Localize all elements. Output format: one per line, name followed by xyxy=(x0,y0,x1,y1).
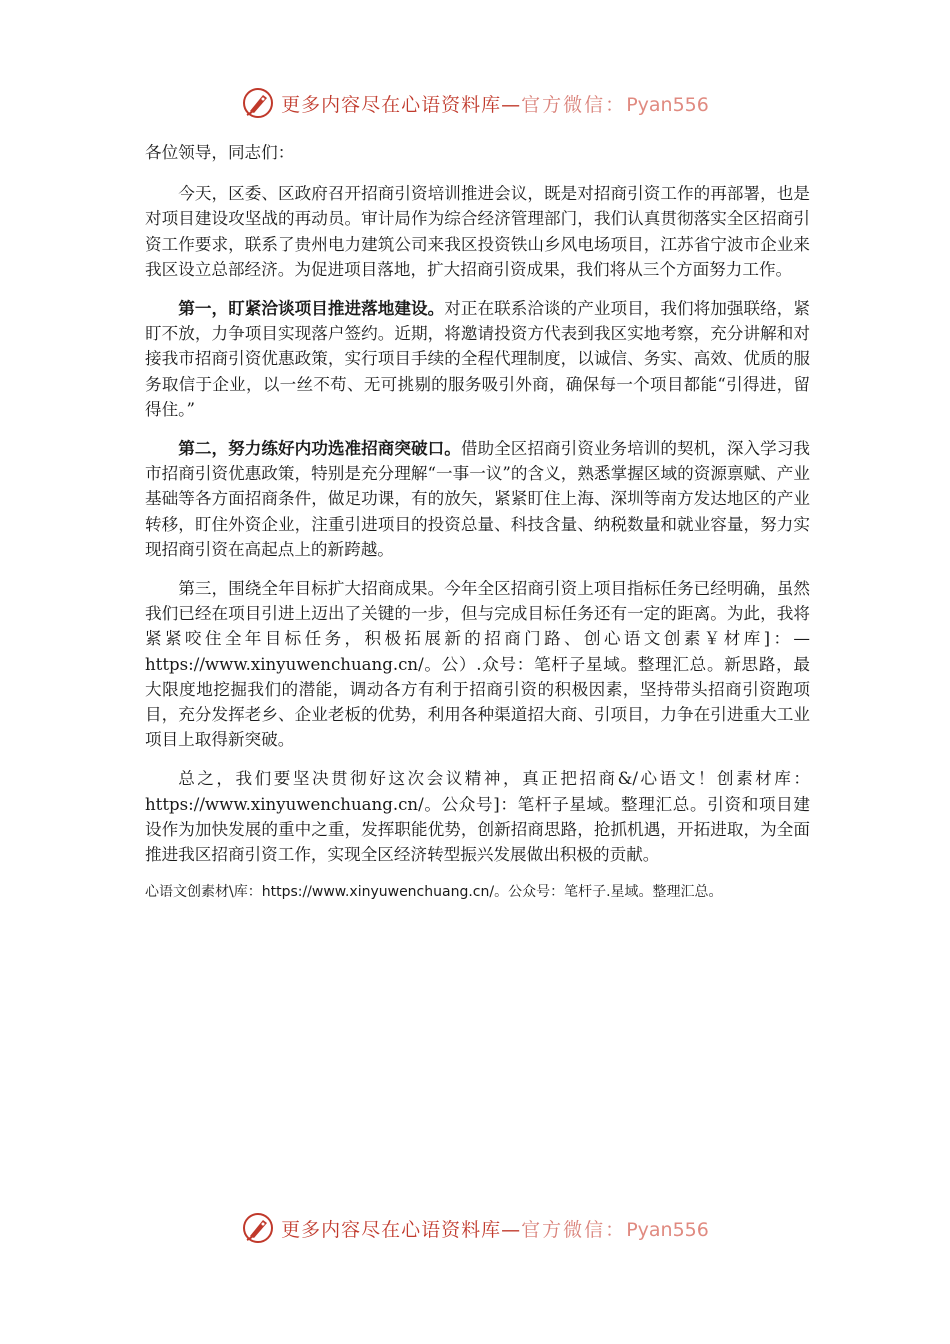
banner-wechat-label: 官方微信： xyxy=(521,93,627,116)
banner-main-text: 更多内容尽在心语资料库 xyxy=(281,1218,502,1241)
banner-wechat-id: Pyan556 xyxy=(626,1218,709,1241)
point2-body: 借助全区招商引资业务培训的契机，深入学习我市招商引资优惠政策，特别是充分理解“一事一议”的含义，熟悉掌握区域的资源禀赋、产业基础等各方面招商条件，做足功课，有的放矢，紧紧盯住上海、深圳等南方发达地区的产业转移，盯住外资企业，注重引进项目的投资总量、科技含量、纳税数量和就业容量，努力实现招商引资在高起点上的新跨越。 xyxy=(145,439,811,559)
footer-banner xyxy=(0,1208,950,1248)
banner-dash: — xyxy=(501,93,522,116)
pen-nib-logo-icon xyxy=(241,86,275,120)
banner-main-text: 更多内容尽在心语资料库 xyxy=(281,93,502,116)
point1-body: 对正在联系洽谈的产业项目，我们将加强联络，紧盯不放，力争项目实现落户签约。近期，将邀请投资方代表到我区实地考察，充分讲解和对接我市招商引资优惠政策，实行项目手续的全程代理制度，以诚信、务实、高效、优质的服务取信于企业，以一丝不苟、无可挑剔的服务吸引外商，确保每一个项目都能“引得进，留得住。” xyxy=(145,299,811,419)
banner-text xyxy=(281,90,709,117)
pen-nib-logo-icon xyxy=(241,1211,275,1245)
point1-heading: 第一，盯紧洽谈项目推进落地建设。 xyxy=(178,298,445,319)
point1-paragraph xyxy=(145,296,810,422)
conclusion-paragraph: 总之，我们要坚决贯彻好这次会议精神，真正把招商&/心语文！创素材库：https://www.xinyuwenchuang.cn/。公众号]：笔杆子星域。整理汇总。引资和项目建设作为加快发展的重中之重，发挥职能优势，创新招商思路，抢抓机遇，开拓进取，为全面推进我区招商引资工作，实现全区经济转型振兴发展做出积极的贡献。 xyxy=(145,769,810,865)
point2-paragraph xyxy=(145,436,810,562)
document-body xyxy=(145,140,810,903)
point2-heading: 第二，努力练好内功选准招商突破口。 xyxy=(178,438,461,459)
header-banner xyxy=(0,83,950,123)
point3-paragraph: 第三，围绕全年目标扩大招商成果。今年全区招商引资上项目指标任务已经明确，虽然我们已经在项目引进上迈出了关键的一步，但与完成目标任务还有一定的距离。为此，我将紧紧咬住全年目标任务，积极拓展新的招商门路、创心语文创素￥材库]：—https://www.xinyuwenchuang.cn/。公）.众号：笔杆子星域。整理汇总。新思路，最大限度地挖掘我们的潜能，调动各方有利于招商引资的积极因素，坚持带头招商引资跑项目，充分发挥老乡、企业老板的优势，利用各种渠道招大商、引项目，力争在引进重大工业项目上取得新突破。 xyxy=(145,579,810,750)
banner-dash: — xyxy=(501,1218,522,1241)
banner-wechat-id: Pyan556 xyxy=(626,93,709,116)
greeting: 各位领导，同志们： xyxy=(145,143,295,162)
intro-paragraph: 今天，区委、区政府召开招商引资培训推进会议，既是对招商引资工作的再部署，也是对项目建设攻坚战的再动员。审计局作为综合经济管理部门，我们认真贯彻落实全区招商引资工作要求，联系了贵州电力建筑公司来我区投资铁山乡风电场项目，江苏省宁波市企业来我区设立总部经济。为促进项目落地，扩大招商引资成果，我们将从三个方面努力工作。 xyxy=(145,184,810,279)
banner-text xyxy=(281,1215,709,1242)
banner-wechat-label: 官方微信： xyxy=(521,1218,627,1241)
source-note: 心语文创素材\库：https://www.xinyuwenchuang.cn/。公众号：笔杆子.星域。整理汇总。 xyxy=(145,884,723,901)
